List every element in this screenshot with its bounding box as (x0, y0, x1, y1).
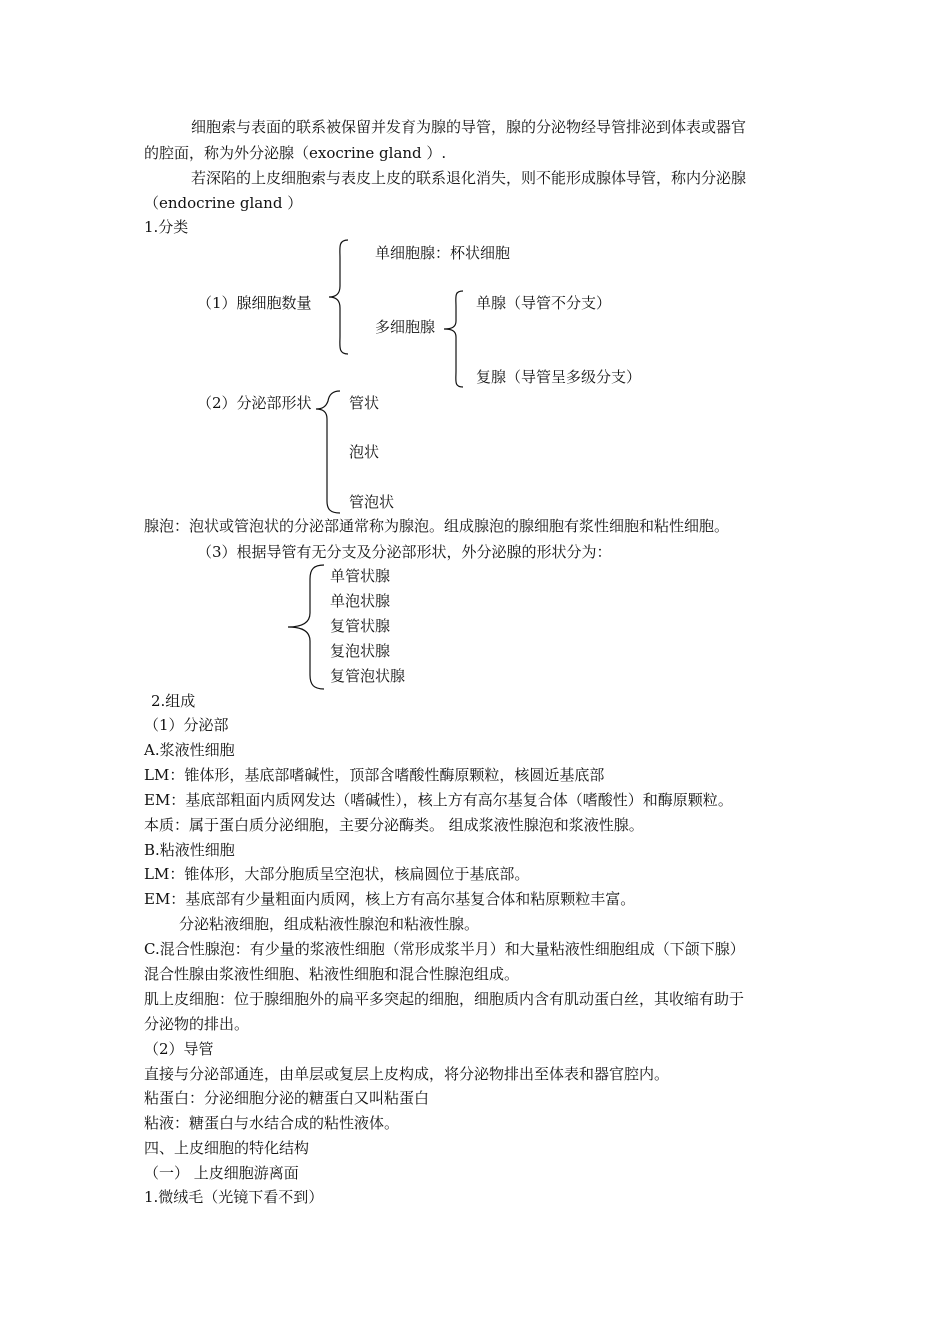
duct-heading: （2）导管 (144, 1040, 214, 1058)
mucous-lm: LM：锥体形，大部分胞质呈空泡状，核扁圆位于基底部。 (144, 865, 530, 883)
shape-item-alveolar: 泡状 (349, 443, 380, 461)
compound-gland: 复腺（导管呈多级分支） (476, 368, 642, 386)
serous-title: A.浆液性细胞 (144, 741, 235, 759)
secretory-part: （1）分泌部 (144, 716, 229, 734)
count-label: （1）腺细胞数量 (197, 294, 312, 312)
specialization-heading: 四、上皮细胞的特化结构 (144, 1139, 310, 1157)
count-brace (326, 238, 352, 356)
simple-gland: 单腺（导管不分支） (476, 294, 612, 312)
serous-nature: 本质：属于蛋白质分泌细胞，主要分泌酶类。 组成浆液性腺泡和浆液性腺。 (144, 816, 644, 834)
mucous-em: EM：基底部有少量粗面内质网，核上方有高尔基复合体和粘原颗粒丰富。 (144, 890, 636, 908)
duct-shape-item-5: 复管泡状腺 (330, 667, 406, 685)
microvilli-item: 1.微绒毛（光镜下看不到） (144, 1188, 324, 1206)
duct-shape-label: （3）根据导管有无分支及分泌部形状，外分泌腺的形状分为： (197, 543, 612, 561)
shape-item-tubular: 管状 (349, 394, 380, 412)
duct-shape-item-2: 单泡状腺 (330, 592, 391, 610)
composition-heading: 2.组成 (151, 692, 196, 710)
serous-em: EM：基底部粗面内质网发达（嗜碱性），核上方有高尔基复合体（嗜酸性）和酶原颗粒。 (144, 791, 733, 809)
duct-shape-brace (286, 563, 328, 691)
mixed-line-1: C.混合性腺泡：有少量的浆液性细胞（常形成浆半月）和大量粘液性细胞组成（下颌下腺） (144, 940, 745, 958)
shape-brace (314, 389, 344, 515)
duct-shape-item-1: 单管状腺 (330, 567, 391, 585)
myoepithelial-line-2: 分泌物的排出。 (144, 1015, 250, 1033)
serous-lm: LM：锥体形，基底部嗜碱性，顶部含嗜酸性酶原颗粒，核圆近基底部 (144, 766, 605, 784)
myoepithelial-line-1: 肌上皮细胞：位于腺细胞外的扁平多突起的细胞，细胞质内含有肌动蛋白丝，其收缩有助于 (144, 990, 745, 1008)
multicellular-brace (441, 289, 467, 389)
shape-label: （2）分泌部形状 (197, 394, 312, 412)
duct-shape-item-4: 复泡状腺 (330, 642, 391, 660)
duct-description: 直接与分泌部通连，由单层或复层上皮构成，将分泌物排出至体表和器官腔内。 (144, 1065, 670, 1083)
mucous-function: 分泌粘液细胞，组成粘液性腺泡和粘液性腺。 (179, 915, 480, 933)
intro-paragraph-1-line-1: 细胞索与表面的联系被保留并发育为腺的导管，腺的分泌物经导管排泌到体表或器官 (191, 118, 747, 136)
duct-shape-item-3: 复管状腺 (330, 617, 391, 635)
mucus-note: 粘液：糖蛋白与水结合成的粘性液体。 (144, 1114, 400, 1132)
intro-paragraph-2-line-1: 若深陷的上皮细胞索与表皮上皮的联系退化消失，则不能形成腺体导管，称内分泌腺 (191, 169, 747, 187)
mucoprotein-note: 粘蛋白：分泌细胞分泌的糖蛋白又叫粘蛋白 (144, 1089, 430, 1107)
free-surface-heading: （一） 上皮细胞游离面 (144, 1164, 299, 1182)
mucous-title: B.粘液性细胞 (144, 841, 235, 859)
unicellular-gland: 单细胞腺：杯状细胞 (375, 244, 511, 262)
mixed-line-2: 混合性腺由浆液性细胞、粘液性细胞和混合性腺泡组成。 (144, 965, 520, 983)
acinus-note: 腺泡：泡状或管泡状的分泌部通常称为腺泡。组成腺泡的腺细胞有浆性细胞和粘性细胞。 (144, 517, 730, 535)
multicellular-gland: 多细胞腺 (375, 318, 436, 336)
intro-paragraph-2-line-2: （endocrine gland ） (144, 194, 303, 212)
intro-paragraph-1-line-2: 的腔面，称为外分泌腺（exocrine gland ）. (144, 144, 447, 162)
shape-item-tubuloalveolar: 管泡状 (349, 493, 395, 511)
classification-heading: 1.分类 (144, 218, 189, 236)
